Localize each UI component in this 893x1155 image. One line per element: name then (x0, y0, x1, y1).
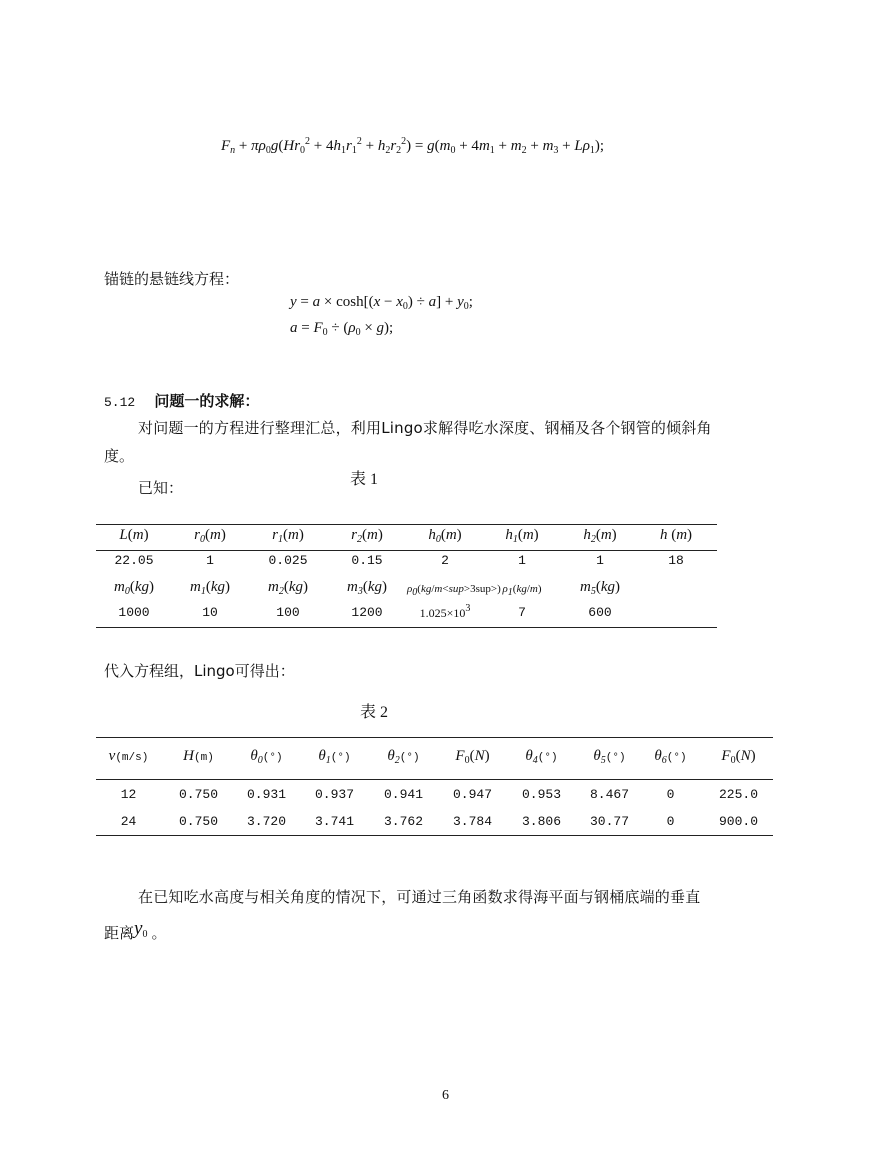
catenary-equation-1: $y = a \times \cosh[(x - x_0) \div a] + y_0$; (290, 294, 473, 312)
table-2-value-cell: 12 (120, 787, 137, 802)
table-2-value-cell: 0 (666, 814, 675, 829)
table-1-caption: 表 1 (350, 471, 379, 488)
table-2-header-cell: $\theta_0(^\circ)$ (250, 748, 283, 766)
table-1-value-cell: 18 (668, 553, 684, 568)
table-1-top-rule (96, 524, 717, 525)
table-2-header-cell: $\theta_1(^\circ)$ (318, 748, 351, 766)
table-1-header-cell: $h_0(m)$ (428, 527, 462, 545)
table-2-value-cell: 0.947 (452, 787, 492, 802)
table-2-value-cell: 0 (666, 787, 675, 802)
table-1-value-cell: 1000 (118, 605, 150, 620)
section-title: 问题一的求解： (154, 392, 260, 410)
table-1-header-cell: $h_2(m)$ (583, 527, 617, 545)
known-label: 已知： (138, 479, 184, 497)
table-2-value-cell: 0.941 (383, 787, 423, 802)
table-1-header-cell: h (m) (659, 527, 693, 543)
table-1-header-cell: $m_0(kg)$ (113, 579, 154, 597)
paragraph-1-line-2: 度。 (104, 447, 135, 465)
table-2-caption: 表 2 (360, 704, 389, 721)
table-2-header-cell: $\theta_6(^\circ)$ (654, 748, 687, 766)
table-2-value-cell: 0.931 (246, 787, 286, 802)
catenary-label: 锚链的悬链线方程： (104, 270, 240, 288)
table-2-value-cell: 3.720 (246, 814, 286, 829)
table-1-value-cell: 22.05 (114, 553, 154, 568)
table-2-value-cell: 24 (120, 814, 137, 829)
table-2-header-cell: $\theta_5(^\circ)$ (593, 748, 626, 766)
table-2-header-cell: $\theta_4(^\circ)$ (525, 748, 558, 766)
table-1-header-cell: $h_1(m)$ (505, 527, 539, 545)
table-1-header-cell: L(m) (119, 527, 149, 543)
table-2-header-cell: $F_0(N)$ (721, 748, 756, 766)
table-1-header-cell: $r_1(m)$ (272, 527, 304, 545)
table-1-header-cell: $\rho_1(kg/m)$ (502, 583, 542, 598)
table-1-value-cell: 0.025 (268, 553, 308, 568)
force-equation: $F_n + \pi\rho_0g(Hr_0^2 + 4h_1r_1^2 + h_2r_2^2) = g(m_0 + 4m_1 + m_2 + m_3 + L\rho_1)$; (221, 136, 605, 156)
table-2-value-cell: 3.806 (521, 814, 561, 829)
table-1-value-cell: 0.15 (351, 553, 383, 568)
table-1-header-cell: $r_0(m)$ (194, 527, 226, 545)
substitute-text: 代入方程组，Lingo可得出： (104, 662, 295, 680)
paragraph-1-line-1: 对问题一的方程进行整理汇总，利用Lingo求解得吃水深度、钢桶及各个钢管的倾斜角 (138, 419, 712, 437)
table-1-value-cell: 10 (202, 605, 218, 620)
table-1-value-cell: 600 (588, 605, 612, 620)
table-1-header-cell: $m_5(kg)$ (579, 579, 620, 597)
table-1-value-cell: 1 (596, 553, 604, 568)
table-2-bottom-rule (96, 835, 773, 836)
section-heading (104, 390, 259, 411)
table-2-value-cell: 3.741 (314, 814, 354, 829)
table-1-value-cell: 100 (276, 605, 300, 620)
table-1-header-cell: $r_2(m)$ (351, 527, 383, 545)
catenary-equation-2: $a = F_0 \div (\rho_0 \times g)$; (290, 320, 394, 338)
paragraph-2-line-1: 在已知吃水高度与相关角度的情况下，可通过三角函数求得海平面与钢桶底端的垂直 (138, 888, 701, 906)
table-1-header-cell: $\rho_0(kg/m<sup>3sup>)$ (407, 583, 501, 598)
table-1-value-cell: 7 (518, 605, 526, 620)
table-2-value-cell: 0.750 (178, 787, 218, 802)
table-2-value-cell: 900.0 (718, 814, 758, 829)
table-1-value-cell: 1 (518, 553, 526, 568)
table-2-value-cell: 8.467 (589, 787, 629, 802)
table-2-header-cell: $\theta_2(^\circ)$ (387, 748, 420, 766)
table-2-value-cell: 0.937 (314, 787, 354, 802)
table-2-value-cell: 0.750 (178, 814, 218, 829)
table-2-value-cell: 0.953 (521, 787, 561, 802)
table-2-header-cell: v(m/s) (108, 748, 149, 764)
table-2-value-cell: 30.77 (589, 814, 629, 829)
section-number: 5.12 (104, 395, 136, 410)
paragraph-2-suffix: 。 (151, 924, 167, 942)
table-2-value-cell: 3.784 (452, 814, 492, 829)
table-2-top-rule (96, 737, 773, 738)
table-2-value-cell: 3.762 (383, 814, 423, 829)
table-2-value-cell: 225.0 (718, 787, 758, 802)
table-1-value-cell: 1200 (351, 605, 383, 620)
y0-symbol: $y_0$ (134, 918, 148, 940)
table-1-value-cell: 2 (441, 553, 449, 568)
table-1-value-cell: 1 (206, 553, 214, 568)
table-1-value-cell: $1.025\times 10^3$ (419, 603, 471, 620)
paragraph-2-line-2 (104, 918, 167, 944)
table-2-header-cell: H(m) (183, 748, 214, 764)
table-2-header-cell: $F_0(N)$ (455, 748, 490, 766)
table-1-bottom-rule (96, 627, 717, 628)
table-1-header-cell: $m_2(kg)$ (267, 579, 308, 597)
page-number: 6 (442, 1088, 449, 1103)
table-2-header-rule (96, 779, 773, 780)
table-1-header-rule (96, 550, 717, 551)
paragraph-2-prefix: 距离 (104, 924, 135, 942)
table-1-header-cell: $m_3(kg)$ (346, 579, 387, 597)
table-1-header-cell: $m_1(kg)$ (189, 579, 230, 597)
